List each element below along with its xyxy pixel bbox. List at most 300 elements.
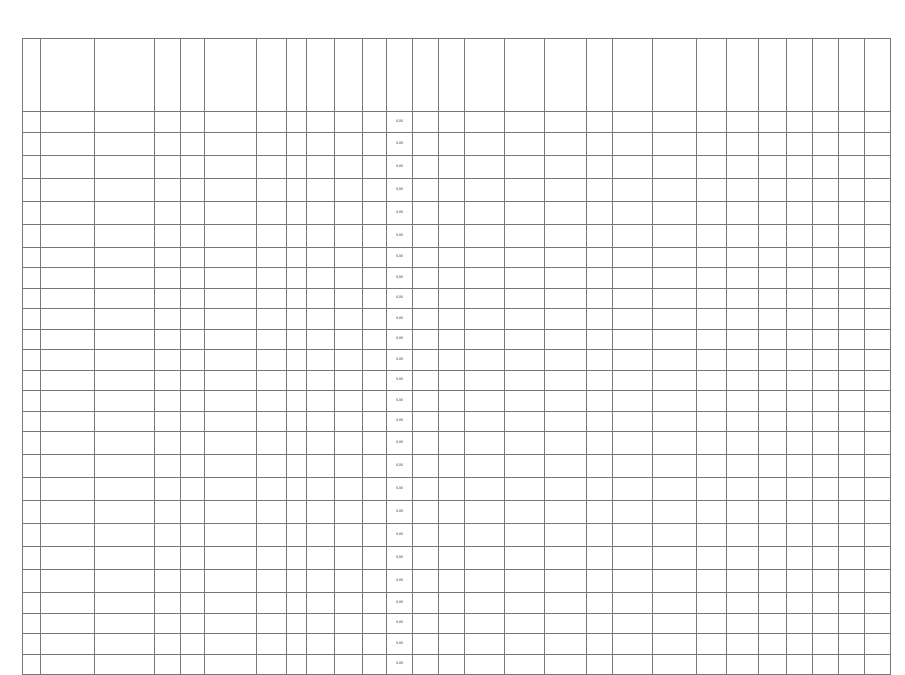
column-header [787, 39, 813, 112]
table-cell [653, 329, 697, 350]
table-cell [155, 654, 181, 675]
table-cell [465, 201, 505, 224]
table-cell [727, 112, 759, 133]
table-cell [41, 112, 95, 133]
table-cell [865, 288, 891, 309]
table-cell [465, 654, 505, 675]
table-cell [95, 654, 155, 675]
table-cell [23, 478, 41, 501]
table-cell [335, 478, 363, 501]
table-cell [787, 411, 813, 432]
table-cell [363, 247, 387, 268]
table-cell [613, 155, 653, 178]
table-cell [335, 411, 363, 432]
table-cell [287, 634, 307, 655]
table-cell [813, 455, 839, 478]
table-cell [787, 268, 813, 289]
table-cell [413, 478, 439, 501]
table-cell [813, 201, 839, 224]
table-cell [413, 432, 439, 455]
table-cell [41, 593, 95, 614]
table-cell [307, 524, 335, 547]
table-cell [23, 329, 41, 350]
column-header [205, 39, 257, 112]
table-cell [41, 309, 95, 330]
table-cell [613, 654, 653, 675]
table-cell [505, 411, 545, 432]
table-cell [465, 247, 505, 268]
table-cell [413, 268, 439, 289]
table-cell [335, 524, 363, 547]
table-cell [205, 613, 257, 634]
table-cell [439, 501, 465, 524]
table-cell: 0,00 [387, 391, 413, 412]
table-cell [95, 455, 155, 478]
table-cell [41, 411, 95, 432]
table-cell [181, 329, 205, 350]
table-row [23, 613, 891, 634]
table-cell [839, 478, 865, 501]
table-cell [653, 201, 697, 224]
table-cell [413, 524, 439, 547]
table-cell [465, 288, 505, 309]
table-cell [23, 112, 41, 133]
table-cell [613, 501, 653, 524]
table-cell [465, 524, 505, 547]
table-cell [363, 224, 387, 247]
table-cell [205, 309, 257, 330]
table-row [23, 112, 891, 133]
table-cell [839, 654, 865, 675]
table-cell [505, 391, 545, 412]
table-cell [787, 593, 813, 614]
table-cell [95, 224, 155, 247]
table-cell [287, 370, 307, 391]
table-cell [813, 132, 839, 155]
column-header [257, 39, 287, 112]
table-cell [465, 224, 505, 247]
table-cell [181, 224, 205, 247]
table-cell [787, 478, 813, 501]
table-cell [41, 524, 95, 547]
table-cell [505, 593, 545, 614]
table-cell [613, 178, 653, 201]
table-cell [839, 350, 865, 371]
table-cell [697, 613, 727, 634]
table-cell [287, 350, 307, 371]
table-cell [787, 391, 813, 412]
table-cell [335, 247, 363, 268]
table-cell [505, 247, 545, 268]
table-cell [813, 547, 839, 570]
table-cell [41, 132, 95, 155]
table-cell [727, 547, 759, 570]
table-cell: 0,00 [387, 501, 413, 524]
table-cell: 0,00 [387, 478, 413, 501]
table-cell [865, 501, 891, 524]
table-cell [653, 247, 697, 268]
table-cell [587, 201, 613, 224]
table-cell [865, 593, 891, 614]
column-header [505, 39, 545, 112]
table-cell [587, 178, 613, 201]
table-cell: 0,00 [387, 350, 413, 371]
table-cell [653, 155, 697, 178]
table-cell [545, 613, 587, 634]
table-cell [653, 370, 697, 391]
table-cell [759, 634, 787, 655]
table-cell [41, 501, 95, 524]
table-cell [363, 178, 387, 201]
table-cell [505, 613, 545, 634]
table-cell [95, 288, 155, 309]
table-cell [787, 288, 813, 309]
table-cell [697, 634, 727, 655]
column-header [759, 39, 787, 112]
table-cell [727, 288, 759, 309]
table-cell [465, 547, 505, 570]
table-cell [865, 329, 891, 350]
table-cell [813, 268, 839, 289]
table-cell [697, 478, 727, 501]
table-cell [839, 547, 865, 570]
table-cell [697, 547, 727, 570]
table-cell [181, 201, 205, 224]
table-cell [587, 411, 613, 432]
table-cell [545, 309, 587, 330]
table-cell [181, 524, 205, 547]
table-cell [839, 593, 865, 614]
table-cell [181, 155, 205, 178]
table-cell [95, 329, 155, 350]
table-cell [335, 570, 363, 593]
table-cell [23, 132, 41, 155]
table-cell [413, 247, 439, 268]
table-cell: 0,00 [387, 288, 413, 309]
table-cell [257, 224, 287, 247]
table-cell [335, 178, 363, 201]
table-cell [545, 570, 587, 593]
table-cell [545, 178, 587, 201]
table-cell [181, 455, 205, 478]
table-cell [587, 112, 613, 133]
table-cell [697, 309, 727, 330]
table-cell [787, 155, 813, 178]
table-cell [155, 132, 181, 155]
table-cell [505, 478, 545, 501]
table-cell [205, 455, 257, 478]
table-cell [41, 570, 95, 593]
table-cell [865, 247, 891, 268]
table-row [23, 432, 891, 455]
table-cell [697, 455, 727, 478]
table-cell [439, 613, 465, 634]
table-cell [465, 411, 505, 432]
table-cell [839, 155, 865, 178]
table-cell: 0,00 [387, 654, 413, 675]
table-cell [759, 654, 787, 675]
table-cell [545, 654, 587, 675]
table-cell [653, 654, 697, 675]
table-cell [813, 613, 839, 634]
table-cell [23, 411, 41, 432]
table-cell [287, 570, 307, 593]
table-cell [697, 370, 727, 391]
table-cell [813, 224, 839, 247]
table-cell [697, 155, 727, 178]
table-cell [505, 201, 545, 224]
table-cell [41, 654, 95, 675]
table-cell [95, 634, 155, 655]
table-row [23, 224, 891, 247]
table-cell [587, 478, 613, 501]
table-cell: 0,00 [387, 634, 413, 655]
table-cell [697, 501, 727, 524]
table-cell [465, 593, 505, 614]
table-cell: 0,00 [387, 570, 413, 593]
table-cell [95, 501, 155, 524]
table-cell [257, 201, 287, 224]
table-cell [727, 155, 759, 178]
table-cell [363, 524, 387, 547]
table-cell [363, 654, 387, 675]
table-cell [257, 391, 287, 412]
table-cell [257, 268, 287, 289]
table-cell [413, 132, 439, 155]
table-cell [181, 391, 205, 412]
table-cell [697, 288, 727, 309]
table-cell [439, 201, 465, 224]
column-header [181, 39, 205, 112]
table-cell [23, 288, 41, 309]
table-cell [439, 288, 465, 309]
table-cell [413, 224, 439, 247]
table-cell: 0,00 [387, 132, 413, 155]
column-header [413, 39, 439, 112]
table-cell [839, 411, 865, 432]
table-cell [505, 329, 545, 350]
table-cell: 0,00 [387, 524, 413, 547]
table-cell [307, 309, 335, 330]
table-cell [257, 593, 287, 614]
table-cell [439, 432, 465, 455]
table-cell [587, 155, 613, 178]
table-cell [587, 613, 613, 634]
table-cell [257, 478, 287, 501]
table-cell [587, 432, 613, 455]
table-cell [439, 524, 465, 547]
table-cell [413, 411, 439, 432]
table-cell [257, 570, 287, 593]
table-cell [865, 524, 891, 547]
table-cell [307, 613, 335, 634]
table-row [23, 411, 891, 432]
table-cell [257, 547, 287, 570]
table-cell [41, 391, 95, 412]
table-cell [363, 478, 387, 501]
table-cell [759, 288, 787, 309]
table-cell [865, 411, 891, 432]
table-cell [587, 268, 613, 289]
table-cell [465, 478, 505, 501]
table-cell [727, 329, 759, 350]
table-cell [865, 178, 891, 201]
table-cell [787, 224, 813, 247]
table-cell [865, 654, 891, 675]
table-cell [287, 178, 307, 201]
table-cell [413, 654, 439, 675]
table-cell [439, 478, 465, 501]
table-cell [653, 634, 697, 655]
table-cell [505, 634, 545, 655]
table-cell [653, 613, 697, 634]
table-cell [813, 247, 839, 268]
table-cell [95, 112, 155, 133]
table-cell [613, 524, 653, 547]
table-cell [465, 112, 505, 133]
table-cell [727, 570, 759, 593]
table-cell [839, 309, 865, 330]
table-cell [95, 201, 155, 224]
table-cell [41, 455, 95, 478]
table-cell [363, 268, 387, 289]
table-cell [759, 570, 787, 593]
table-cell [587, 329, 613, 350]
table-cell [257, 370, 287, 391]
table-cell [95, 432, 155, 455]
table-cell [787, 613, 813, 634]
table-cell [95, 524, 155, 547]
table-cell [653, 350, 697, 371]
table-cell [465, 613, 505, 634]
table-cell [181, 570, 205, 593]
table-cell [335, 224, 363, 247]
table-cell [865, 309, 891, 330]
table-cell [307, 547, 335, 570]
table-cell: 0,00 [387, 432, 413, 455]
table-cell [439, 268, 465, 289]
table-cell [257, 432, 287, 455]
table-cell: 0,00 [387, 155, 413, 178]
table-cell [813, 155, 839, 178]
table-cell [813, 350, 839, 371]
table-cell [813, 329, 839, 350]
table-cell: 0,00 [387, 224, 413, 247]
table-cell [205, 411, 257, 432]
table-cell [439, 547, 465, 570]
table-cell [839, 132, 865, 155]
table-cell [155, 478, 181, 501]
table-cell [697, 432, 727, 455]
table-cell [613, 112, 653, 133]
table-row [23, 478, 891, 501]
table-cell [439, 370, 465, 391]
table-cell [181, 432, 205, 455]
table-cell [839, 501, 865, 524]
table-cell [23, 224, 41, 247]
table-cell [257, 455, 287, 478]
table-cell [307, 411, 335, 432]
table-cell [257, 411, 287, 432]
table-cell [23, 391, 41, 412]
table-cell [727, 350, 759, 371]
table-cell [155, 224, 181, 247]
table-row [23, 455, 891, 478]
table-cell [465, 391, 505, 412]
table-cell [587, 350, 613, 371]
table-cell [363, 132, 387, 155]
table-cell [95, 593, 155, 614]
table-cell [545, 350, 587, 371]
table-cell [839, 370, 865, 391]
table-cell [439, 570, 465, 593]
table-cell [155, 411, 181, 432]
table-cell [307, 455, 335, 478]
table-cell [155, 350, 181, 371]
table-cell [155, 112, 181, 133]
table-row [23, 155, 891, 178]
table-cell [41, 478, 95, 501]
table-cell [155, 309, 181, 330]
table-cell [335, 634, 363, 655]
table-cell [505, 288, 545, 309]
table-cell [653, 112, 697, 133]
table-cell [787, 634, 813, 655]
table-row [23, 547, 891, 570]
table-cell [439, 411, 465, 432]
table-cell [787, 132, 813, 155]
table-row [23, 132, 891, 155]
table-cell [287, 613, 307, 634]
table-cell [759, 350, 787, 371]
table-cell [865, 570, 891, 593]
column-header [697, 39, 727, 112]
table-cell [727, 634, 759, 655]
table-cell [465, 268, 505, 289]
table-cell [23, 570, 41, 593]
table-cell [505, 501, 545, 524]
table-cell [787, 309, 813, 330]
table-cell [307, 132, 335, 155]
table-cell [587, 132, 613, 155]
table-cell [335, 432, 363, 455]
table-cell [727, 654, 759, 675]
table-cell [287, 132, 307, 155]
table-cell [653, 547, 697, 570]
column-header [23, 39, 41, 112]
table-cell [865, 634, 891, 655]
table-cell [205, 524, 257, 547]
table-cell [653, 224, 697, 247]
table-cell [41, 288, 95, 309]
table-cell [181, 501, 205, 524]
table-cell [759, 224, 787, 247]
table-cell [363, 350, 387, 371]
table-cell [439, 350, 465, 371]
table-cell [613, 288, 653, 309]
table-cell [181, 593, 205, 614]
table-cell [181, 411, 205, 432]
table-cell: 0,00 [387, 201, 413, 224]
table-row [23, 247, 891, 268]
table-cell [307, 112, 335, 133]
table-cell [587, 654, 613, 675]
table-cell [41, 350, 95, 371]
table-cell [505, 370, 545, 391]
table-row [23, 634, 891, 655]
table-body [23, 112, 891, 675]
table-cell [257, 613, 287, 634]
